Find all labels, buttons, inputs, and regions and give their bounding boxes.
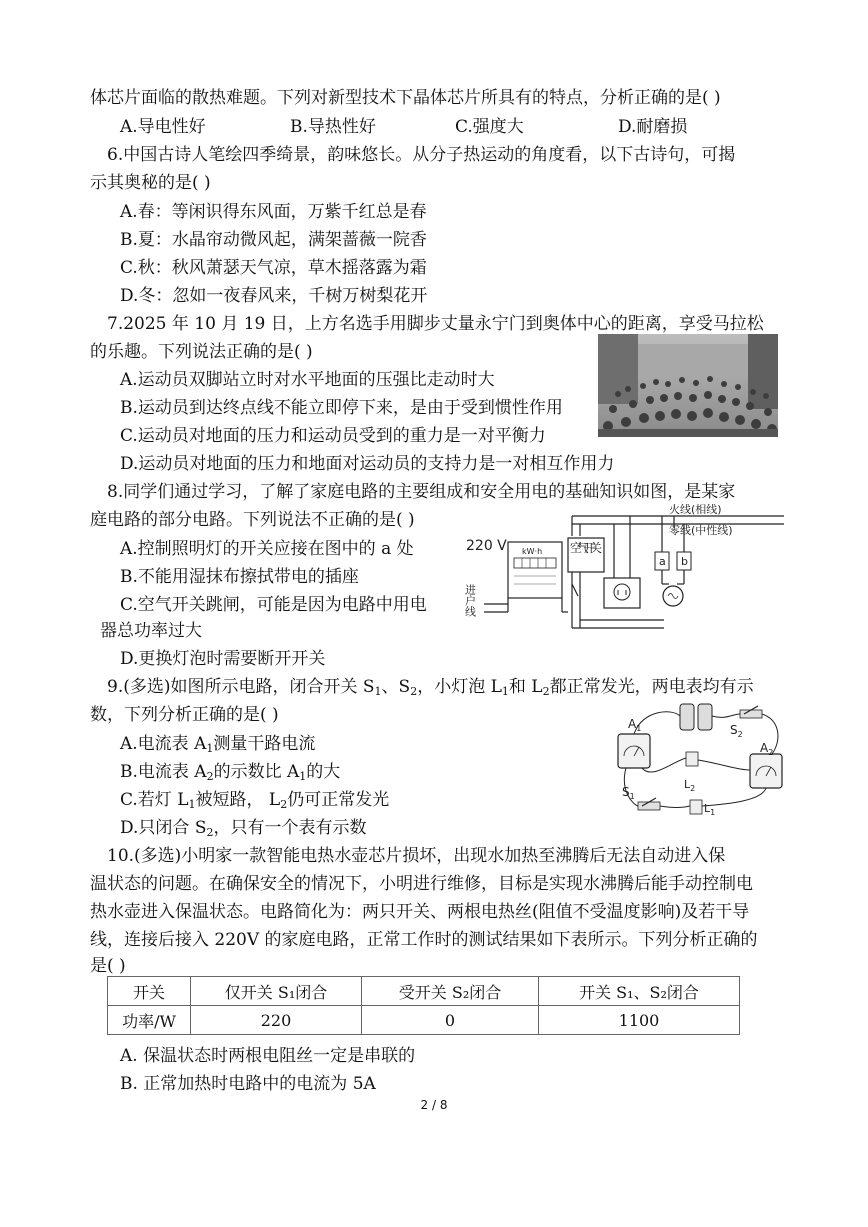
household-circuit-diagram xyxy=(464,504,786,634)
q7-option-c: C.运动员对地面的压力和运动员受到的重力是一对平衡力 xyxy=(120,426,546,446)
q10-stem-line-5: 是( ) xyxy=(90,956,126,976)
q7-option-d: D.运动员对地面的压力和地面对运动员的支持力是一对相互作用力 xyxy=(120,454,615,474)
q8-option-d: D.更换灯泡时需要断开开关 xyxy=(120,649,326,669)
table-cell: 功率/W xyxy=(108,1006,191,1035)
s1-label: $S_1$ xyxy=(622,785,635,801)
s2-label: $S_2$ xyxy=(730,723,743,739)
inlet-label: 进户线 xyxy=(464,584,477,617)
voltage-label: 220 V xyxy=(466,538,507,554)
q8-stem-line-2: 庭电路的部分电路。下列说法不正确的是( ) xyxy=(90,510,415,530)
q7-option-b: B.运动员到达终点线不能立即停下来，是由于受到惯性作用 xyxy=(120,398,563,418)
q6-option-d: D.冬：忽如一夜春风来，千树万树梨花开 xyxy=(120,286,428,306)
zero-line-label: 零线(中性线) xyxy=(669,524,733,537)
table-cell: 220 xyxy=(191,1006,362,1035)
q5-option-c: C.强度大 xyxy=(455,117,524,137)
table-row xyxy=(108,1006,740,1035)
q5-option-a: A.导电性好 xyxy=(120,117,206,137)
q7-stem-line-1: 7.2025 年 10 月 19 日，上方名选手用脚步丈量永宁门到奥体中心的距离，享受马拉松 xyxy=(107,314,764,334)
q9-option-c: C.若灯 $L_1$被短路， $L_2$仍可正常发光 xyxy=(120,790,390,811)
q5-stem-line: 体芯片面临的散热难题。下列对新型技术下晶体芯片所具有的特点，分析正确的是( ) xyxy=(90,88,721,108)
q10-stem-line-2: 温状态的问题。在确保安全的情况下，小明进行维修，目标是实现水沸腾后能手动控制电 xyxy=(90,874,753,894)
q9-stem-line-2: 数，下列分析正确的是( ) xyxy=(90,705,279,725)
page-number: 2 / 8 xyxy=(420,1098,448,1112)
q8-option-c: C.空气开关跳闸，可能是因为电路中用电 xyxy=(120,595,427,615)
marathon-crowd-photo xyxy=(598,334,778,437)
table-header-cell: 仅开关 S₁闭合 xyxy=(191,977,362,1006)
q9-option-b: B.电流表 $A_2$的示数比 $A_1$的大 xyxy=(120,762,341,783)
q7-stem-line-2: 的乐趣。下列说法正确的是( ) xyxy=(90,342,313,362)
table-header-cell: 开关 xyxy=(108,977,191,1006)
q10-option-a: A. 保温状态时两根电阻丝一定是串联的 xyxy=(120,1046,416,1066)
q10-stem-line-3: 热水壶进入保温状态。电路简化为：两只开关、两根电热丝(阻值不受温度影响)及若干导 xyxy=(90,902,750,922)
l1-label: $L_1$ xyxy=(704,802,716,817)
l2-label: $L_2$ xyxy=(684,778,696,793)
meter-unit-label: kW·h xyxy=(522,547,543,556)
point-b-label: b xyxy=(681,555,688,568)
q6-option-b: B.夏：水晶帘动微风起，满架蔷薇一院香 xyxy=(120,230,427,250)
fire-line-label: 火线(相线) xyxy=(669,504,722,516)
table-cell: 1100 xyxy=(539,1006,740,1035)
q5-option-b: B.导热性好 xyxy=(290,117,376,137)
q5-option-d: D.耐磨损 xyxy=(618,117,688,137)
q6-option-a: A.春：等闲识得东风面，万紫千红总是春 xyxy=(120,202,427,222)
power-table xyxy=(107,976,740,1035)
table-header-cell: 受开关 S₂闭合 xyxy=(362,977,539,1006)
physical-circuit-diagram xyxy=(612,700,788,824)
point-a-label: a xyxy=(659,555,666,568)
q8-option-a: A.控制照明灯的开关应接在图中的 a 处 xyxy=(120,539,414,559)
q6-stem-line-1: 6.中国古诗人笔绘四季绮景，韵味悠长。从分子热运动的角度看，以下古诗句，可揭 xyxy=(107,145,736,165)
q9-option-a: A.电流表 $A_1$测量干路电流 xyxy=(120,734,316,755)
table-header-cell: 开关 S₁、S₂闭合 xyxy=(539,977,740,1006)
q10-option-b: B. 正常加热时电路中的电流为 5A xyxy=(120,1074,376,1094)
q6-stem-line-2: 示其奥秘的是( ) xyxy=(90,173,211,193)
a1-label: $A_1$ xyxy=(628,717,642,733)
q8-option-c-cont: 器总功率过大 xyxy=(100,621,202,641)
breaker-label: 空气开关 xyxy=(570,541,602,555)
q6-option-c: C.秋：秋风萧瑟天气凉，草木摇落露为霜 xyxy=(120,258,427,278)
q8-stem-line-1: 8.同学们通过学习，了解了家庭电路的主要组成和安全用电的基础知识如图，是某家 xyxy=(107,482,736,502)
q9-option-d: D.只闭合 $S_2$，只有一个表有示数 xyxy=(120,818,367,839)
table-header-row xyxy=(108,977,740,1006)
q8-option-b: B.不能用湿抹布擦拭带电的插座 xyxy=(120,567,359,587)
a2-label: $A_2$ xyxy=(760,741,774,757)
q9-stem-line-1: 9.(多选)如图所示电路，闭合开关 $S_1$、$S_2$，小灯泡 $L_1$和 $L_2$都正常发光，两电表均有示 xyxy=(107,677,754,698)
q10-stem-line-4: 线，连接后接入 220V 的家庭电路，正常工作时的测试结果如下表所示。下列分析正确的 xyxy=(90,930,758,950)
q10-stem-line-1: 10.(多选)小明家一款智能电热水壶芯片损坏，出现水加热至沸腾后无法自动进入保 xyxy=(107,846,726,866)
table-cell: 0 xyxy=(362,1006,539,1035)
q7-option-a: A.运动员双脚站立时对水平地面的压强比走动时大 xyxy=(120,370,495,390)
